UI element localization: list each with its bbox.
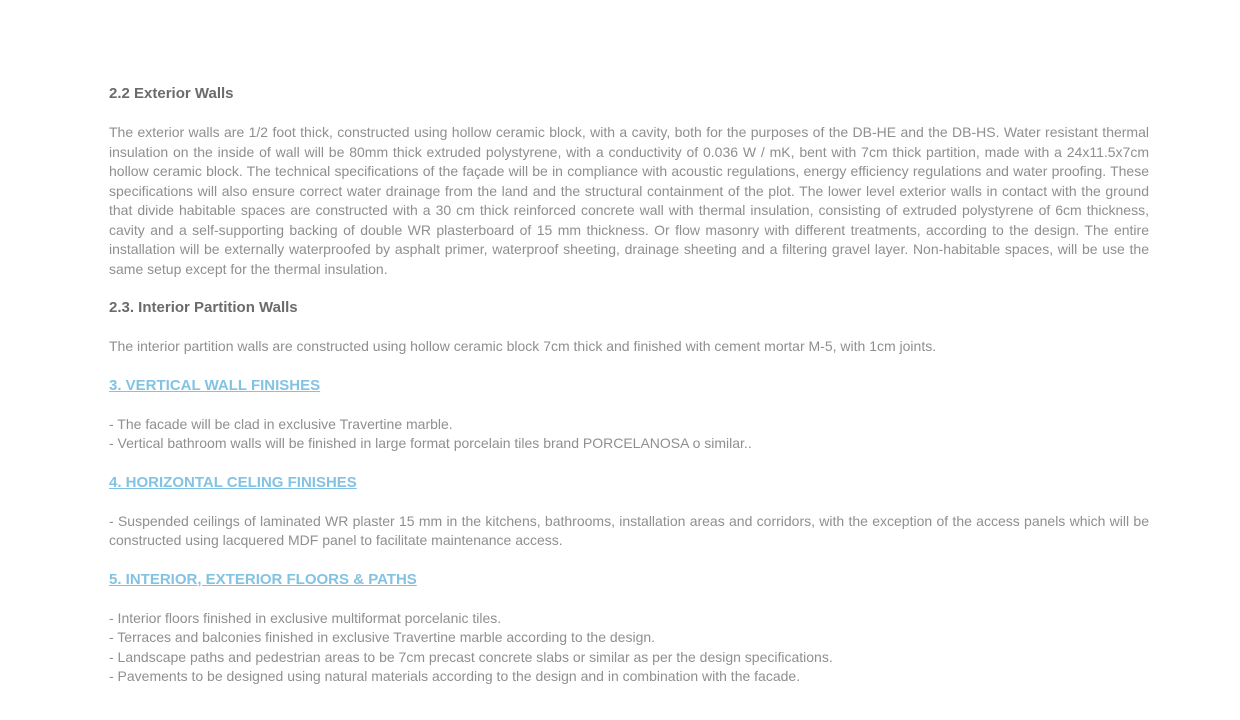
interior-partition-paragraph: The interior partition walls are constructed using hollow ceramic block 7cm thick and finished with cement mortar M-5, with 1cm joints. bbox=[109, 338, 937, 354]
floors-paths-list bbox=[109, 609, 1149, 687]
list-item: - Interior floors finished in exclusive multiformat porcelanic tiles. bbox=[109, 609, 502, 626]
interior-partition-heading: 2.3. Interior Partition Walls bbox=[109, 299, 298, 316]
list-item: - Pavements to be designed using natural materials according to the design and in combination with the facade. bbox=[109, 668, 801, 684]
exterior-walls-paragraph: The exterior walls are 1/2 foot thick, constructed using hollow ceramic block, with a cavity, both for the purposes of the DB-HE and the DB-HS. Water resistant thermal insulation on the inside of wall will be 80mm thick extruded polystyrene, with a conductivity of 0.036 W / mK, bent with 7cm thick partition, made with a 24x11.5x7cm hollow ceramic block. The technical specifications of the façade will be in compliance with acoustic regulations, energy efficiency regulations and water proofing. These specifications will also ensure correct water drainage from the land and the structural containment of the plot. The lower level exterior walls in contact with the ground that divide habitable spaces are constructed with a 30 cm thick reinforced concrete wall with thermal insulation, consisting of extruded polystyrene of 6cm thickness, cavity and a self-supporting backing of double WR plasterboard of 15 mm thickness. Or flow masonry with different treatments, according to the design. The entire installation will be externally waterproofed by asphalt primer, waterproof sheeting, drainage sheeting and a filtering gravel layer. Non-habitable spaces, will be use the same setup except for the thermal insulation. bbox=[109, 124, 1149, 277]
vertical-finishes-list bbox=[109, 415, 1149, 454]
list-item: - Landscape paths and pedestrian areas to be 7cm precast concrete slabs or similar as per the design specifications. bbox=[109, 648, 833, 665]
list-item: - Vertical bathroom walls will be finished in large format porcelain tiles brand PORCELANOSA o similar.. bbox=[109, 435, 752, 451]
vertical-wall-finishes-link[interactable]: 3. VERTICAL WALL FINISHES bbox=[109, 376, 321, 394]
list-item: - Terraces and balconies finished in exclusive Travertine marble according to the design. bbox=[109, 629, 656, 645]
exterior-walls-heading: 2.2 Exterior Walls bbox=[109, 85, 234, 102]
document-page bbox=[109, 84, 1149, 687]
floors-paths-link[interactable]: 5. INTERIOR, EXTERIOR FLOORS & PATHS bbox=[109, 570, 417, 588]
list-item: - The facade will be clad in exclusive Travertine marble. bbox=[109, 415, 453, 432]
horizontal-finishes-paragraph: - Suspended ceilings of laminated WR plaster 15 mm in the kitchens, bathrooms, installation areas and corridors, with the exception of the access panels which will be constructed using lacquered MDF panel to facilitate maintenance access. bbox=[109, 512, 1149, 548]
horizontal-ceiling-finishes-link[interactable]: 4. HORIZONTAL CELING FINISHES bbox=[109, 473, 357, 491]
